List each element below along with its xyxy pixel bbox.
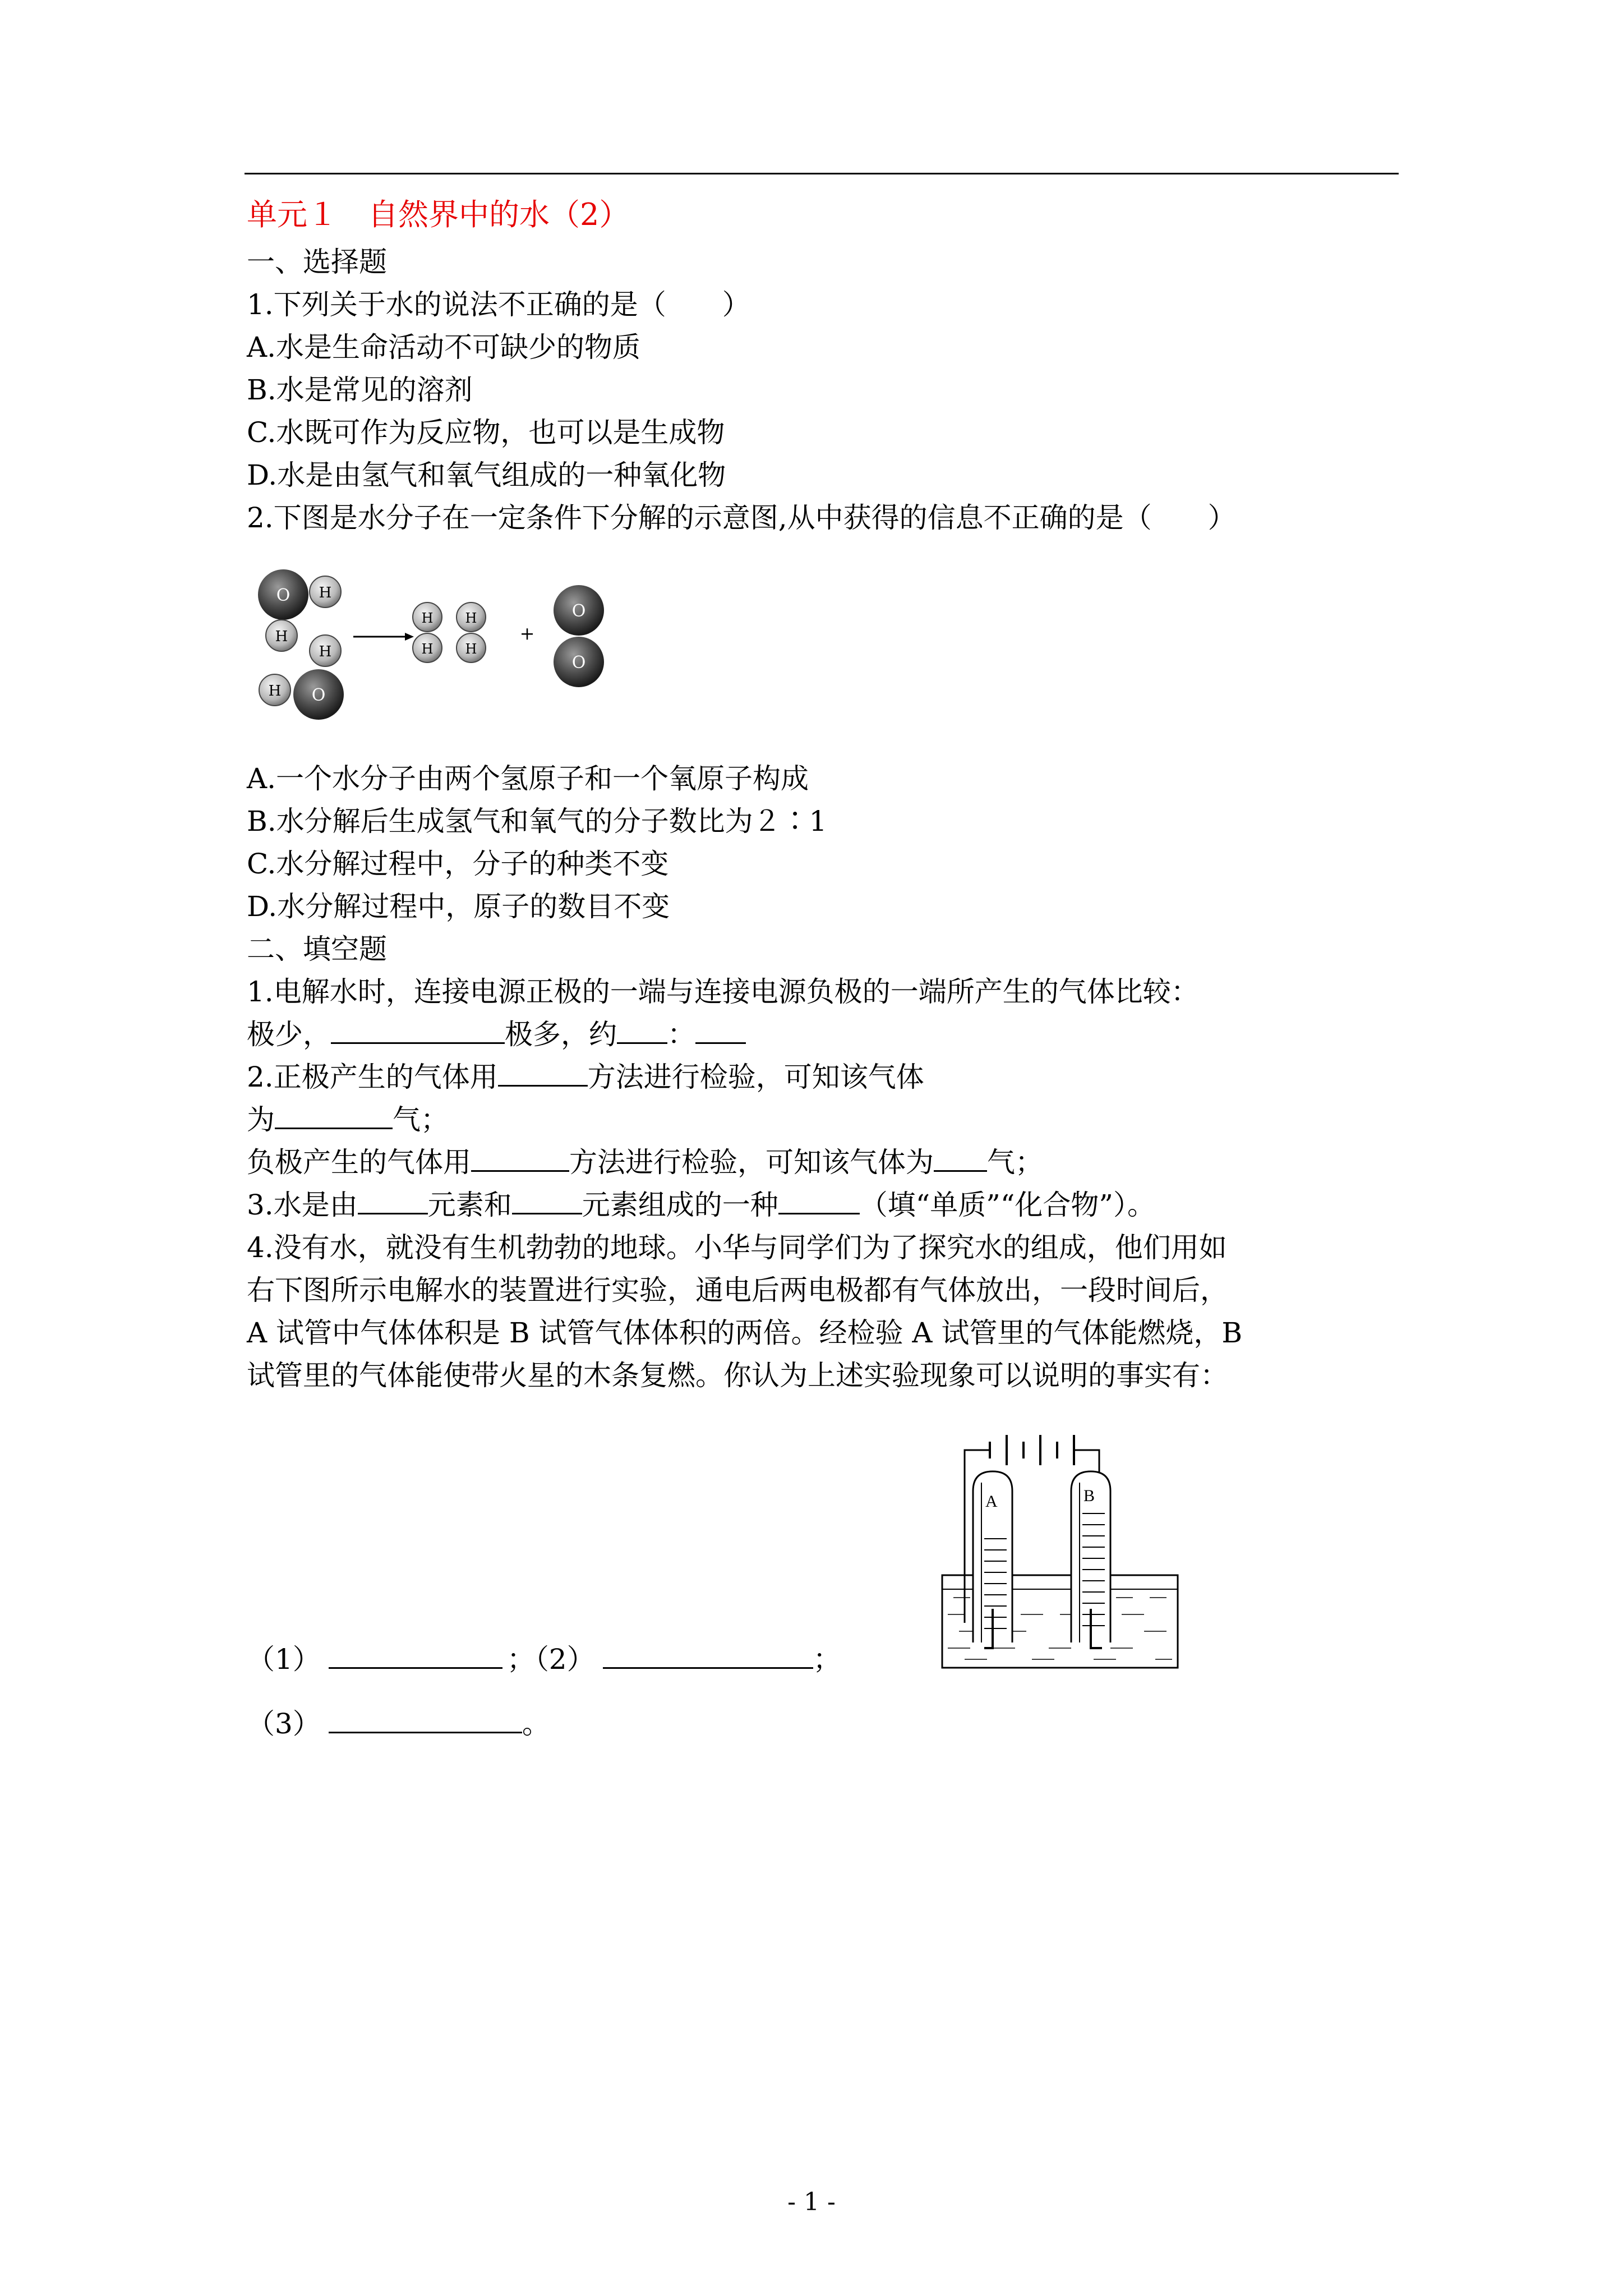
- f3-blank-3[interactable]: [778, 1185, 860, 1214]
- svg-text:H: H: [465, 610, 477, 626]
- page-number: - 1 -: [787, 2188, 836, 2216]
- svg-text:O: O: [311, 685, 326, 705]
- hydrogen-molecules: [413, 602, 486, 662]
- f2-blank-3[interactable]: [471, 1142, 569, 1172]
- q1-option-c: C.水既可作为反应物，也可以是生成物: [247, 416, 725, 449]
- f3-blank-2[interactable]: [512, 1185, 582, 1214]
- f2-line3: 负极产生的气体用 方法进行检验，可知该气体为 气；: [247, 1141, 1043, 1184]
- svg-text:H: H: [268, 683, 282, 700]
- q2-option-b: B.水分解后生成氢气和氧气的分子数比为２∶1: [247, 805, 827, 838]
- reaction-arrow: [353, 633, 414, 641]
- svg-text:H: H: [421, 610, 434, 626]
- svg-text:O: O: [571, 601, 586, 621]
- f1-blank-1[interactable]: [331, 1014, 505, 1044]
- header-rule: [245, 173, 1399, 174]
- f4-blank-1[interactable]: [329, 1639, 502, 1669]
- electrolysis-apparatus-diagram: [931, 1429, 1200, 1671]
- svg-text:A: A: [985, 1492, 998, 1511]
- f1-blank-2[interactable]: [617, 1014, 667, 1044]
- f2-blank-1[interactable]: [498, 1057, 588, 1087]
- page-title: 单元１ 自然界中的水（2）: [247, 197, 630, 232]
- f1-blank-3[interactable]: [695, 1014, 746, 1044]
- svg-text:H: H: [319, 585, 332, 601]
- f4-answers-line2: （3） 。: [247, 1703, 550, 1745]
- battery-icon: [990, 1435, 1074, 1465]
- svg-text:H: H: [319, 643, 332, 660]
- f4-blank-3[interactable]: [329, 1704, 522, 1733]
- q2-stem: 2.下图是水分子在一定条件下分解的示意图,从中获得的信息不正确的是（ ）: [247, 501, 1236, 534]
- q2-option-c: C.水分解过程中，分子的种类不变: [247, 848, 669, 880]
- svg-text:B: B: [1083, 1487, 1095, 1505]
- test-tube-a: [973, 1471, 1012, 1648]
- oxygen-molecule: [554, 585, 604, 687]
- f4-answers-line1: （1） ；（2） ；: [247, 1638, 841, 1681]
- plus-sign: +: [519, 623, 535, 644]
- f1-line1: 1.电解水时，连接电源正极的一端与连接电源负极的一端所产生的气体比较：: [247, 976, 1199, 1008]
- q1-stem: 1.下列关于水的说法不正确的是（ ）: [247, 288, 750, 321]
- svg-text:H: H: [275, 628, 288, 645]
- water-decomposition-diagram: [247, 561, 617, 729]
- q1-option-b: B.水是常见的溶剂: [247, 374, 473, 406]
- f4-line2: 右下图所示电解水的装置进行实验，通电后两电极都有气体放出，一段时间后，: [247, 1274, 1228, 1306]
- section-heading-choice: 一、选择题: [247, 246, 387, 278]
- f1-line2: 极少， 极多，约 ：: [247, 1013, 746, 1056]
- q2-option-a: A.一个水分子由两个氢原子和一个氧原子构成: [247, 762, 809, 795]
- f2-line1: 2.正极产生的气体用 方法进行检验，可知该气体: [247, 1056, 924, 1098]
- q1-option-d: D.水是由氢气和氧气组成的一种氧化物: [247, 459, 726, 491]
- f4-line3: A 试管中气体体积是 B 试管气体体积的两倍。经检验 A 试管里的气体能燃烧，B: [247, 1317, 1243, 1349]
- f2-blank-4[interactable]: [934, 1142, 987, 1172]
- f3-line: 3.水是由 元素和 元素组成的一种 （填“单质”“化合物”）。: [247, 1184, 1155, 1226]
- f2-blank-2[interactable]: [275, 1099, 393, 1129]
- svg-text:H: H: [465, 641, 477, 657]
- f4-blank-2[interactable]: [603, 1639, 813, 1669]
- f4-line4: 试管里的气体能使带火星的木条复燃。你认为上述实验现象可以说明的事实有：: [247, 1359, 1228, 1392]
- q2-option-d: D.水分解过程中，原子的数目不变: [247, 890, 670, 923]
- test-tube-b: [1071, 1471, 1110, 1648]
- f2-line2: 为 气；: [247, 1098, 449, 1141]
- svg-text:O: O: [276, 586, 291, 605]
- svg-text:H: H: [421, 641, 434, 657]
- q1-option-a: A.水是生命活动不可缺少的物质: [247, 331, 641, 364]
- f4-line1: 4.没有水，就没有生机勃勃的地球。小华与同学们为了探究水的组成，他们用如: [247, 1231, 1227, 1264]
- section-heading-fill: 二、填空题: [247, 933, 387, 965]
- f3-blank-1[interactable]: [358, 1185, 428, 1214]
- svg-text:O: O: [571, 653, 586, 673]
